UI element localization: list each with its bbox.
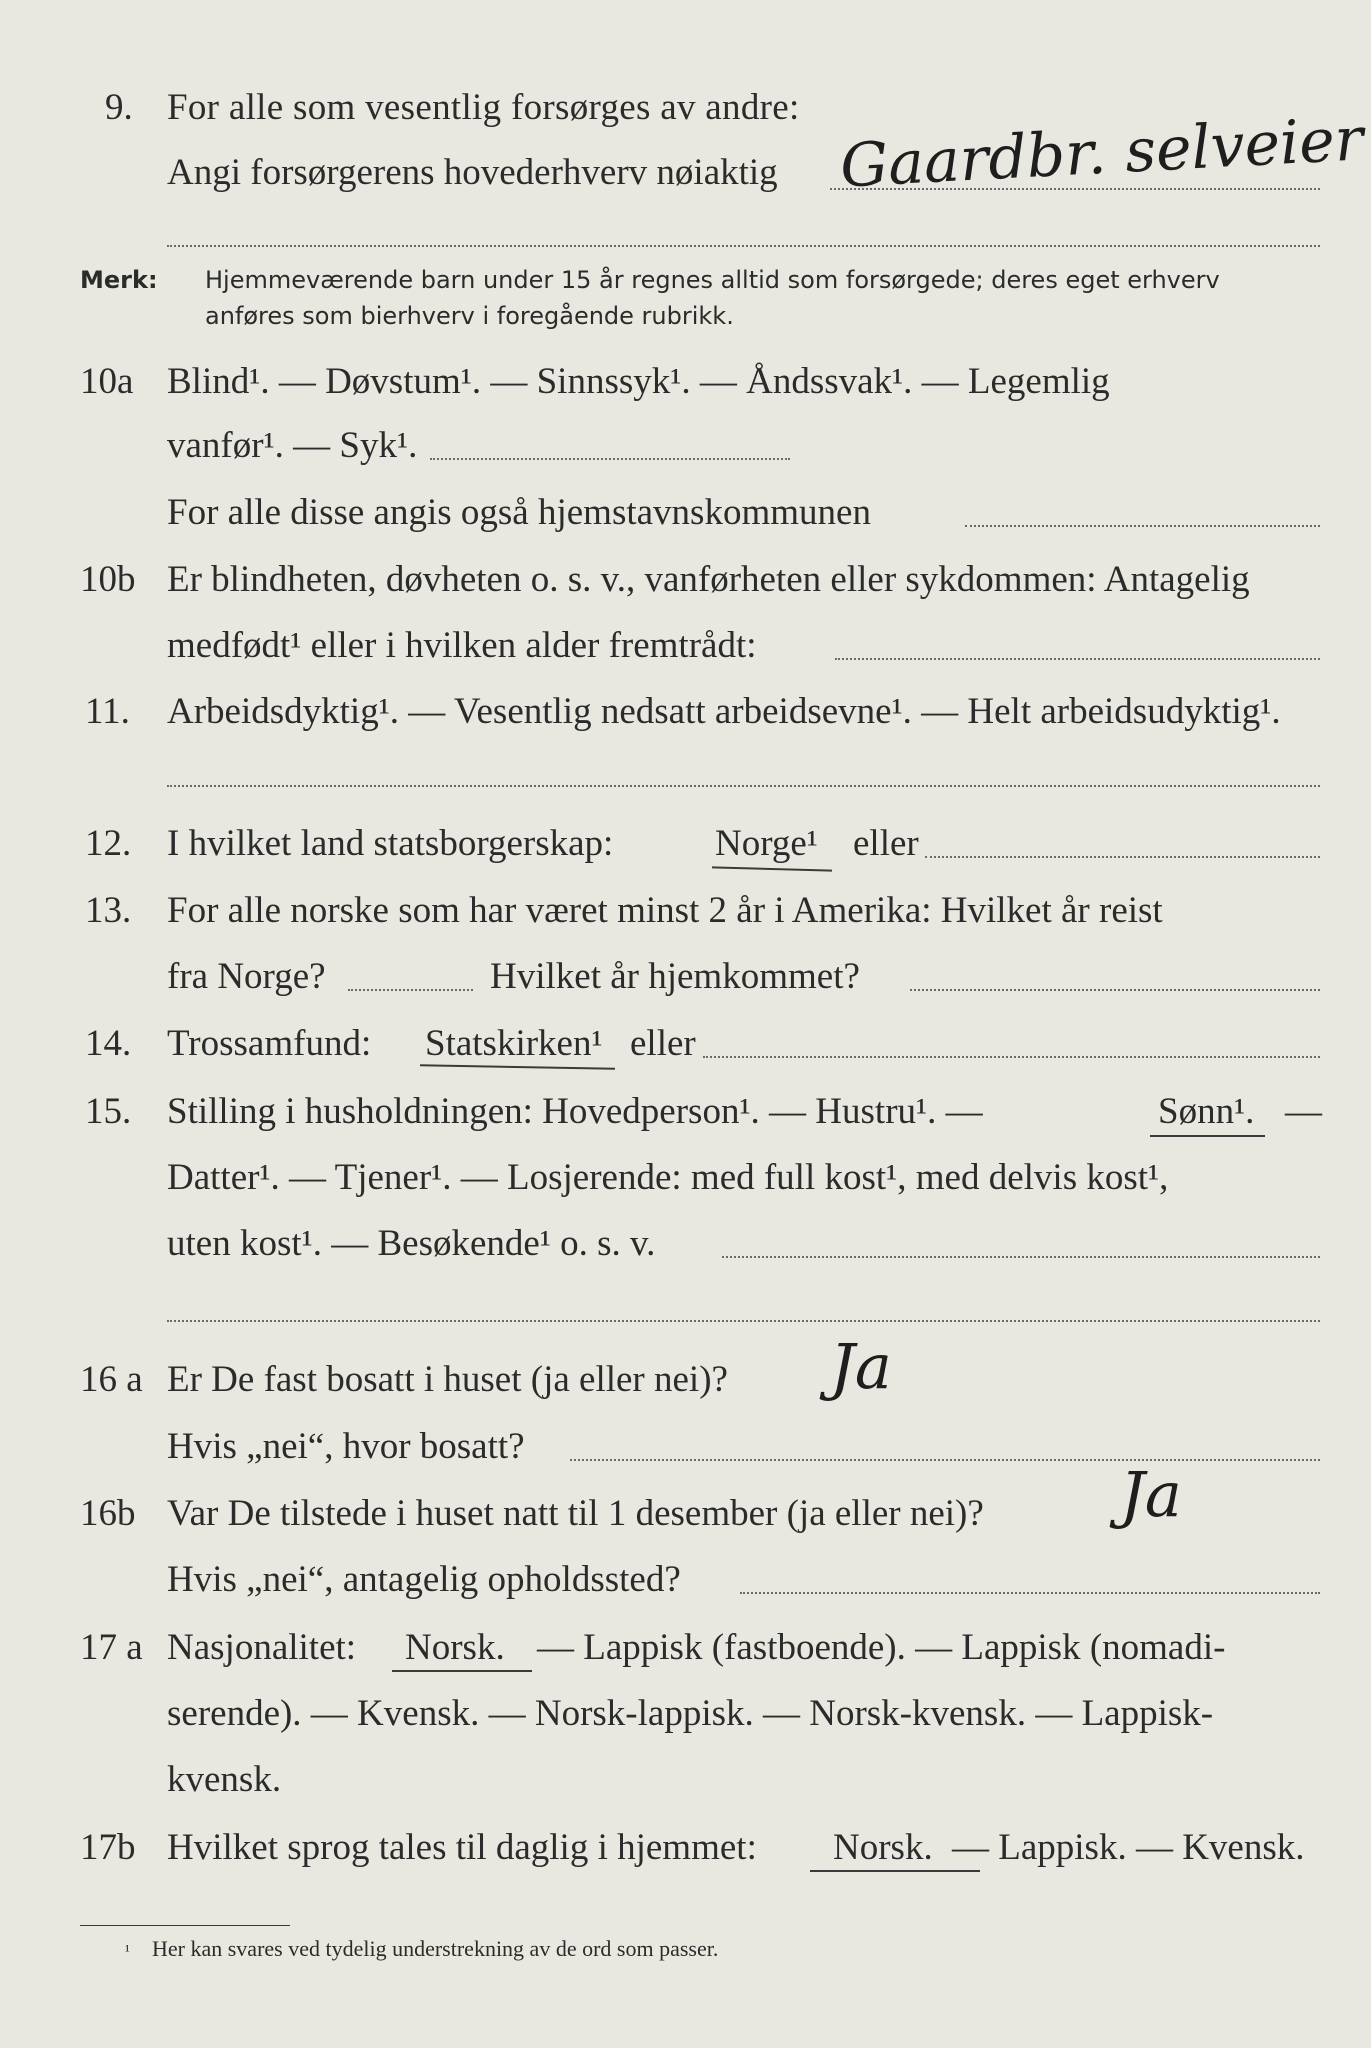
item-17a-underline — [392, 1670, 532, 1672]
item-11-extra-line — [167, 785, 1320, 787]
item-11-line1: Arbeidsdyktig¹. — Vesentlig nedsatt arbeidsevne¹. — Helt arbeidsudyktig¹. — [167, 691, 1281, 732]
item-15-line3: uten kost¹. — Besøkende¹ o. s. v. — [167, 1223, 656, 1264]
item-16b-handwritten-answer: Ja — [1120, 1458, 1182, 1531]
item-17a-number: 17 a — [80, 1627, 143, 1668]
item-16a-number: 16 a — [80, 1359, 143, 1400]
item-9-line1: For alle som vesentlig forsørges av andre: — [167, 87, 800, 128]
item-17a-line2: serende). — Kvensk. — Norsk-lappisk. — Norsk-kvensk. — Lappisk- — [167, 1693, 1214, 1734]
item-12-prefix: I hvilket land statsborgerskap: — [167, 823, 614, 864]
item-17b-option-norsk: Norsk. — [833, 1827, 933, 1868]
item-13-number: 13. — [85, 890, 132, 931]
item-14-prefix: Trossamfund: — [167, 1023, 372, 1064]
item-10a-number: 10a — [80, 361, 134, 402]
item-12-suffix: eller — [853, 823, 919, 864]
item-12-number: 12. — [85, 823, 132, 864]
item-17a-line3: kvensk. — [167, 1759, 282, 1800]
item-15-fill — [722, 1256, 1320, 1258]
item-14-number: 14. — [85, 1023, 132, 1064]
footnote-text: Her kan svares ved tydelig understrekning av de ord som passer. — [152, 1936, 719, 1961]
item-10b-line2: medfødt¹ eller i hvilken alder fremtrådt: — [167, 625, 757, 666]
item-17b-underline — [810, 1870, 980, 1872]
item-10b-line1: Er blindheten, døvheten o. s. v., vanførheten eller sykdommen: Antagelig — [167, 559, 1250, 600]
item-16a-fill — [570, 1459, 1320, 1461]
item-16b-line1: Var De tilstede i huset natt til 1 desember (ja eller nei)? — [167, 1493, 984, 1534]
item-17a-label: Nasjonalitet: — [167, 1627, 357, 1668]
item-14-option-statskirken: Statskirken¹ — [425, 1023, 603, 1064]
item-11-number: 11. — [85, 691, 130, 732]
note-label: Merk: — [80, 266, 158, 294]
item-15-extra-line — [167, 1320, 1320, 1322]
item-15-number: 15. — [85, 1091, 132, 1132]
item-15-option-sonn: Sønn¹. — [1158, 1091, 1255, 1132]
item-17b-number: 17b — [80, 1827, 136, 1868]
item-13-line2a: fra Norge? — [167, 956, 326, 997]
item-16b-number: 16b — [80, 1493, 136, 1534]
item-10b-number: 10b — [80, 559, 136, 600]
item-16b-fill — [740, 1592, 1320, 1594]
item-10a-line2-fill — [430, 458, 790, 460]
item-9-extra-line — [167, 245, 1320, 247]
item-12-option-norge: Norge¹ — [715, 823, 818, 864]
item-14-fill — [703, 1056, 1320, 1058]
item-10a-line2: vanfør¹. — Syk¹. — [167, 425, 418, 466]
item-10a-line3: For alle disse angis også hjemstavnskommunen — [167, 492, 871, 533]
footnote-rule — [80, 1925, 290, 1926]
item-13-fill-b — [910, 989, 1320, 991]
item-15-underline — [1150, 1135, 1265, 1137]
footnote-mark: ¹ — [125, 1943, 130, 1960]
item-13-line1: For alle norske som har været minst 2 år i Amerika: Hvilket år reist — [167, 890, 1163, 931]
note-line2: anføres som bierhverv i foregående rubrikk. — [205, 302, 734, 330]
item-16b-line2: Hvis „nei“, antagelig opholdssted? — [167, 1559, 681, 1600]
item-15-dash: — — [1285, 1091, 1322, 1132]
item-16a-line1: Er De fast bosatt i huset (ja eller nei)? — [167, 1359, 728, 1400]
item-9-number: 9. — [105, 87, 133, 128]
item-16a-line2: Hvis „nei“, hvor bosatt? — [167, 1426, 525, 1467]
item-9-line2: Angi forsørgerens hovederhverv nøiaktig — [167, 152, 778, 193]
item-17b-label: Hvilket sprog tales til daglig i hjemmet: — [167, 1827, 757, 1868]
item-12-fill — [925, 856, 1320, 858]
item-17a-option-norsk: Norsk. — [405, 1627, 505, 1668]
item-9-handwritten-answer: Gaardbr. selveier — [838, 104, 1365, 202]
item-12-underline — [712, 866, 832, 871]
item-15-line2: Datter¹. — Tjener¹. — Losjerende: med full kost¹, med delvis kost¹, — [167, 1157, 1169, 1198]
item-10a-line1: Blind¹. — Døvstum¹. — Sinnssyk¹. — Åndssvak¹. — Legemlig — [167, 361, 1110, 402]
note-line1: Hjemmeværende barn under 15 år regnes alltid som forsørgede; deres eget erhverv — [205, 266, 1220, 294]
item-15-line1: Stilling i husholdningen: Hovedperson¹. — Hustru¹. — — [167, 1091, 983, 1132]
item-10a-line3-fill — [965, 525, 1320, 527]
item-17b-line1-rest: — Lappisk. — Kvensk. — [952, 1827, 1305, 1868]
item-10b-fill — [835, 658, 1320, 660]
item-17a-line1-rest: — Lappisk (fastboende). — Lappisk (nomadi- — [537, 1627, 1226, 1668]
item-13-line2b: Hvilket år hjemkommet? — [490, 956, 860, 997]
item-16a-handwritten-answer: Ja — [830, 1330, 892, 1403]
item-14-suffix: eller — [630, 1023, 696, 1064]
item-13-fill-a — [348, 989, 473, 991]
